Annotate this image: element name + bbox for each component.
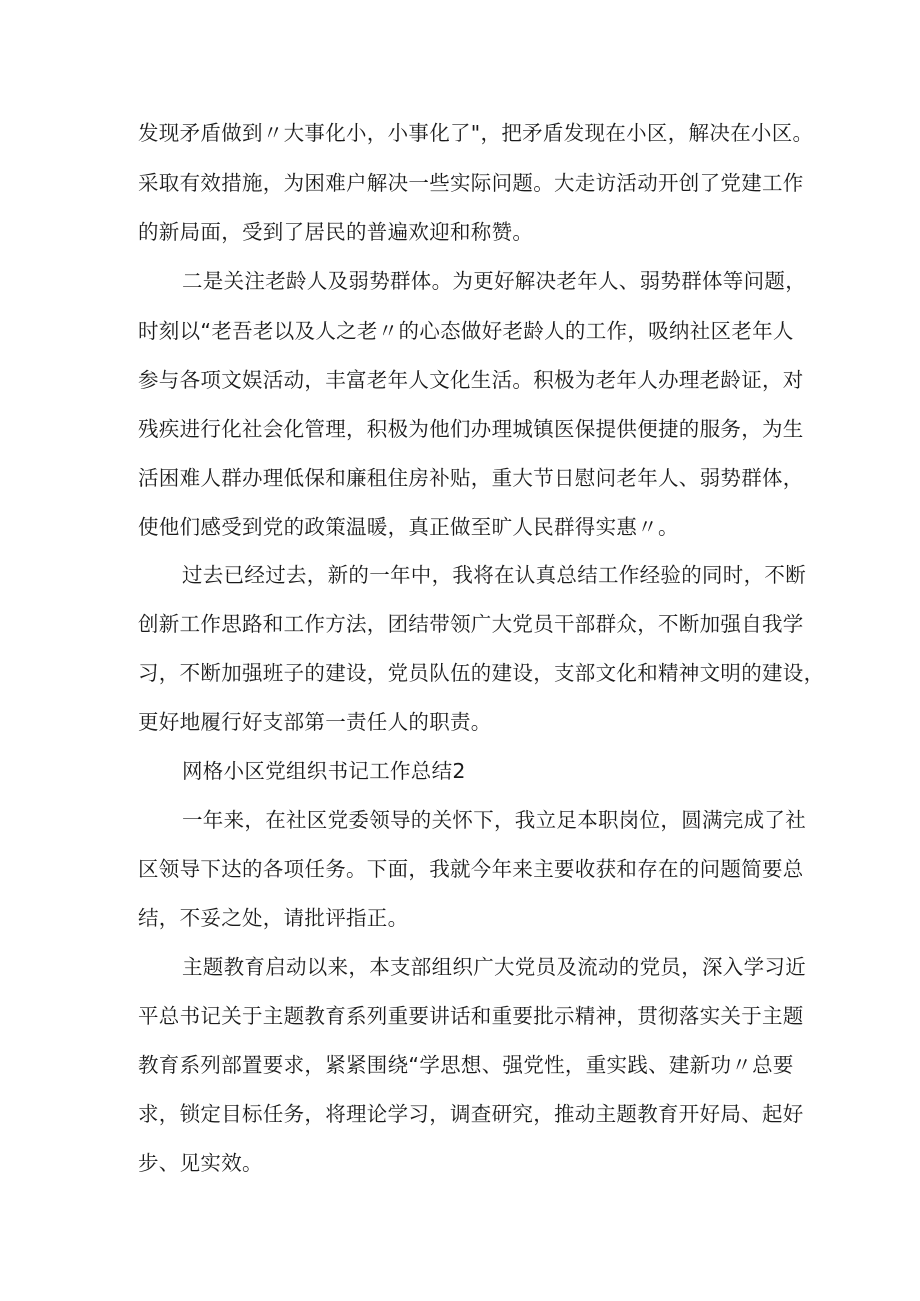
text-line: 使他们感受到党的政策温暖，真正做至旷人民群得实惠〃。	[138, 515, 679, 539]
text-line: 步、见实效。	[138, 1151, 263, 1175]
text-line: 活困难人群办理低保和廉租住房补贴，重大节日慰问老年人、弱势群体，	[138, 466, 804, 490]
text-line: 求，锁定目标任务，将理论学习，调查研究，推动主题教育开好局、起好	[138, 1102, 804, 1126]
paragraph-first-line: 一年来，在社区党委领导的关怀下，我立足本职岗位，圆满完成了社	[182, 808, 806, 832]
text-line: 残疾进行化社会化管理，积极为他们办理城镇医保提供便捷的服务，为生	[138, 417, 804, 441]
paragraph-first-line: 主题教育启动以来，本支部组织广大党员及流动的党员，深入学习近	[182, 955, 806, 979]
text-line: 采取有效措施，为困难户解决一些实际问题。大走访活动开创了党建工作	[138, 171, 804, 195]
paragraph-first-line: 二是关注老龄人及弱势群体。为更好解决老年人、弱势群体等问题，	[182, 269, 806, 293]
text-line: 区领导下达的各项任务。下面，我就今年来主要收获和存在的问题简要总	[138, 857, 804, 881]
text-line: 更好地履行好支部第一责任人的职责。	[138, 710, 492, 734]
text-line: 时刻以“老吾老以及人之老〃的心态做好老龄人的工作，吸纳社区老年人	[138, 319, 794, 343]
paragraph-first-line: 过去已经过去，新的一年中，我将在认真总结工作经验的同时，不断	[182, 563, 806, 587]
text-line: 参与各项文娱活动，丰富老年人文化生活。积极为老年人办理老龄证，对	[138, 368, 804, 392]
text-line: 习，不断加强班子的建设，党员队伍的建设，支部文化和精神文明的建设，	[138, 661, 825, 685]
text-line: 创新工作思路和工作方法，团结带领广大党员干部群众，不断加强自我学	[138, 612, 804, 636]
text-line: 教育系列部置要求，紧紧围绕“学思想、强党性，重实践、建新功〃总要	[138, 1053, 794, 1077]
text-line: 结，不妥之处，请批评指正。	[138, 906, 409, 930]
text-line: 发现矛盾做到〃大事化小，小事化了"，把矛盾发现在小区，解决在小区。	[138, 121, 814, 145]
section-heading: 网格小区党组织书记工作总结2	[182, 759, 466, 783]
text-line: 平总书记关于主题教育系列重要讲话和重要批示精神，贯彻落实关于主题	[138, 1004, 804, 1028]
text-line: 的新局面，受到了居民的普遍欢迎和称赞。	[138, 220, 534, 244]
